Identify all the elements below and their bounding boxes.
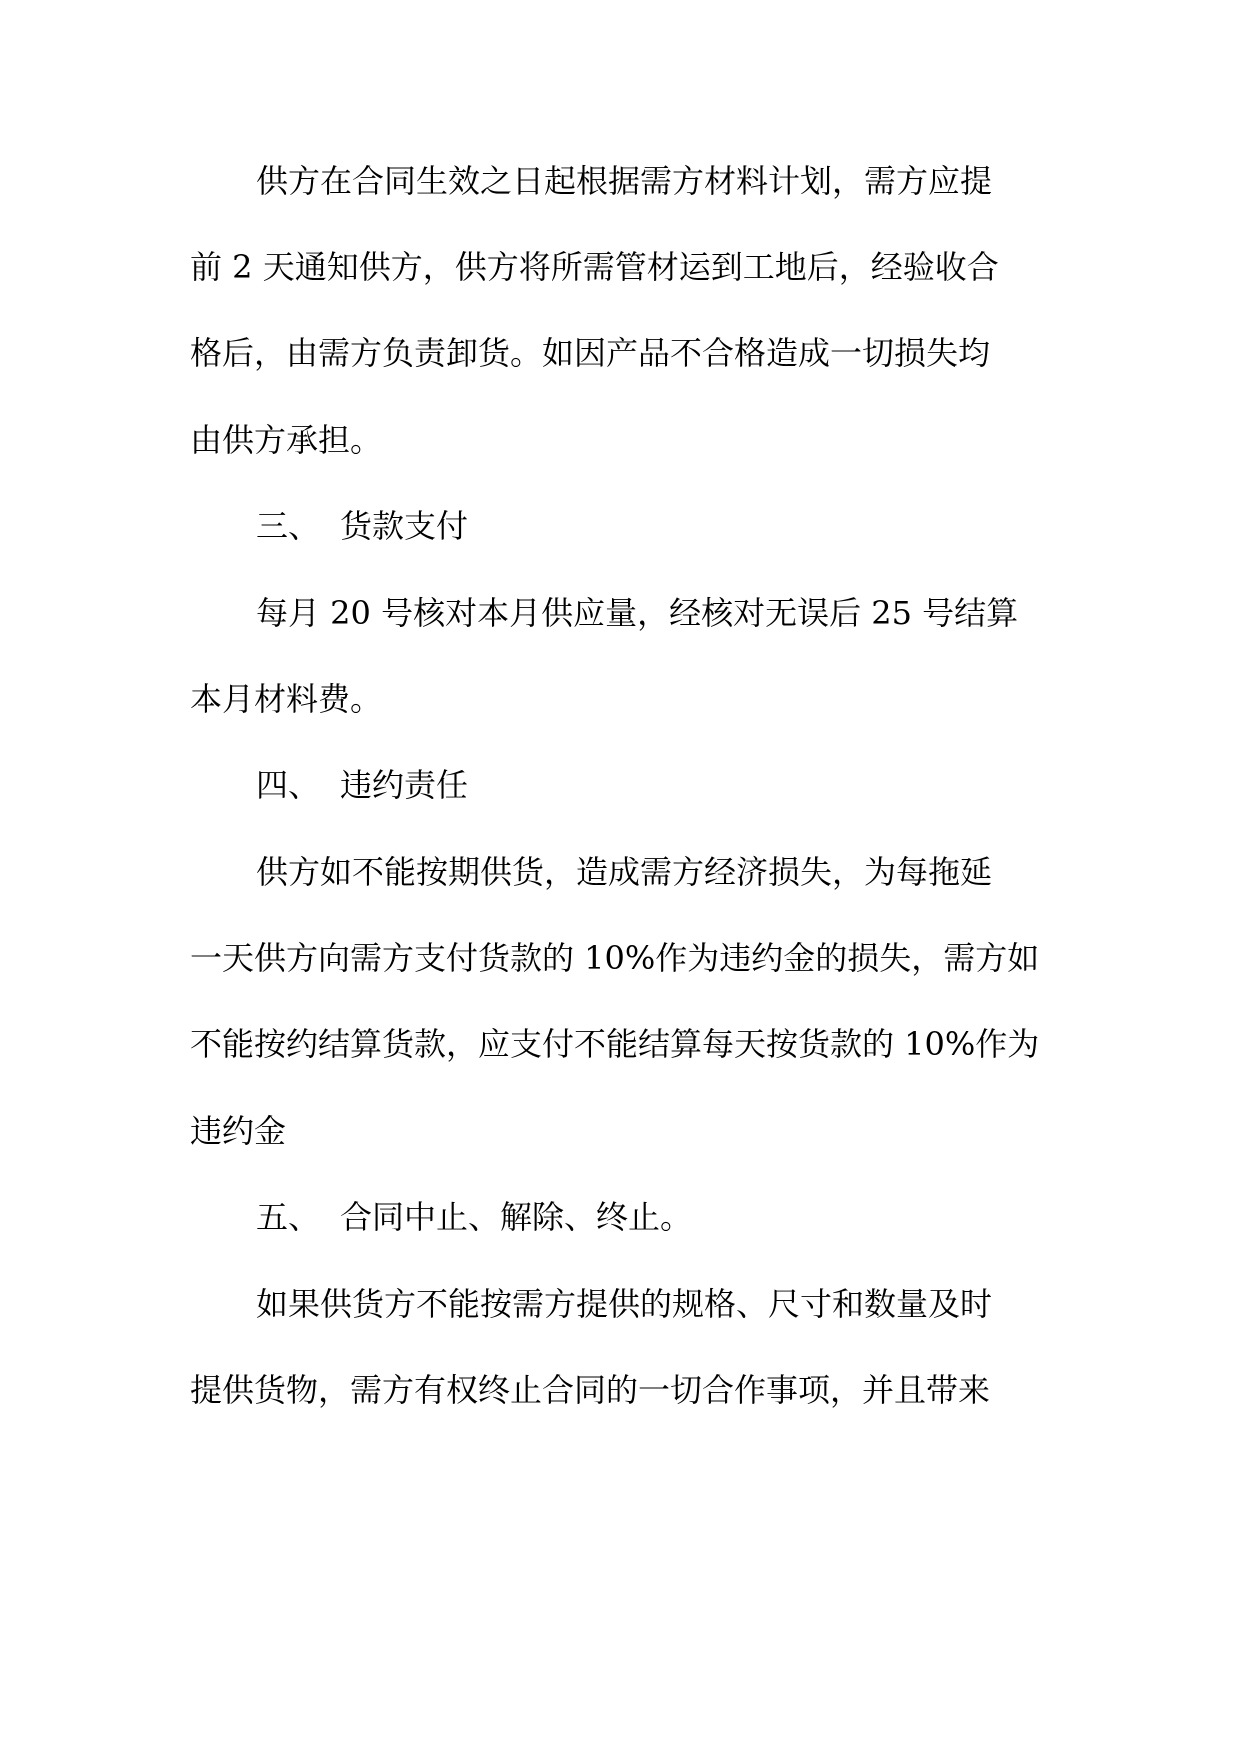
- paragraph-line: 由供方承担。: [190, 421, 383, 459]
- section-heading: [256, 761, 1136, 809]
- section-title: 合同中止、解除、终止。: [340, 1198, 693, 1236]
- section-title: 违约责任: [340, 766, 469, 804]
- paragraph-line: 提供货物，需方有权终止合同的一切合作事项，并且带来: [190, 1371, 991, 1409]
- paragraph-line: 每月 20 号核对本月供应量，经核对无误后 25 号结算: [256, 594, 1019, 632]
- paragraph-line: 不能按约结算货款，应支付不能结算每天按货款的 10%作为: [190, 1025, 1040, 1063]
- section-heading: [256, 502, 1136, 550]
- section-heading: [256, 1193, 1136, 1241]
- paragraph-line: 如果供货方不能按需方提供的规格、尺寸和数量及时: [256, 1285, 993, 1323]
- paragraph-line: 一天供方向需方支付货款的 10%作为违约金的损失，需方如: [190, 939, 1040, 977]
- paragraph-line: 格后，由需方负责卸货。如因产品不合格造成一切损失均: [190, 334, 991, 372]
- section-number: 五、: [256, 1198, 321, 1236]
- paragraph-line: 本月材料费。: [190, 680, 383, 718]
- paragraph-line: 违约金: [190, 1112, 287, 1150]
- paragraph-line: 前 2 天通知供方，供方将所需管材运到工地后，经验收合: [190, 248, 999, 286]
- section-number: 三、: [256, 507, 321, 545]
- section-number: 四、: [256, 766, 321, 804]
- paragraph-line: 供方如不能按期供货，造成需方经济损失，为每拖延: [256, 853, 993, 891]
- paragraph-line: 供方在合同生效之日起根据需方材料计划，需方应提: [256, 162, 993, 200]
- section-title: 货款支付: [340, 507, 469, 545]
